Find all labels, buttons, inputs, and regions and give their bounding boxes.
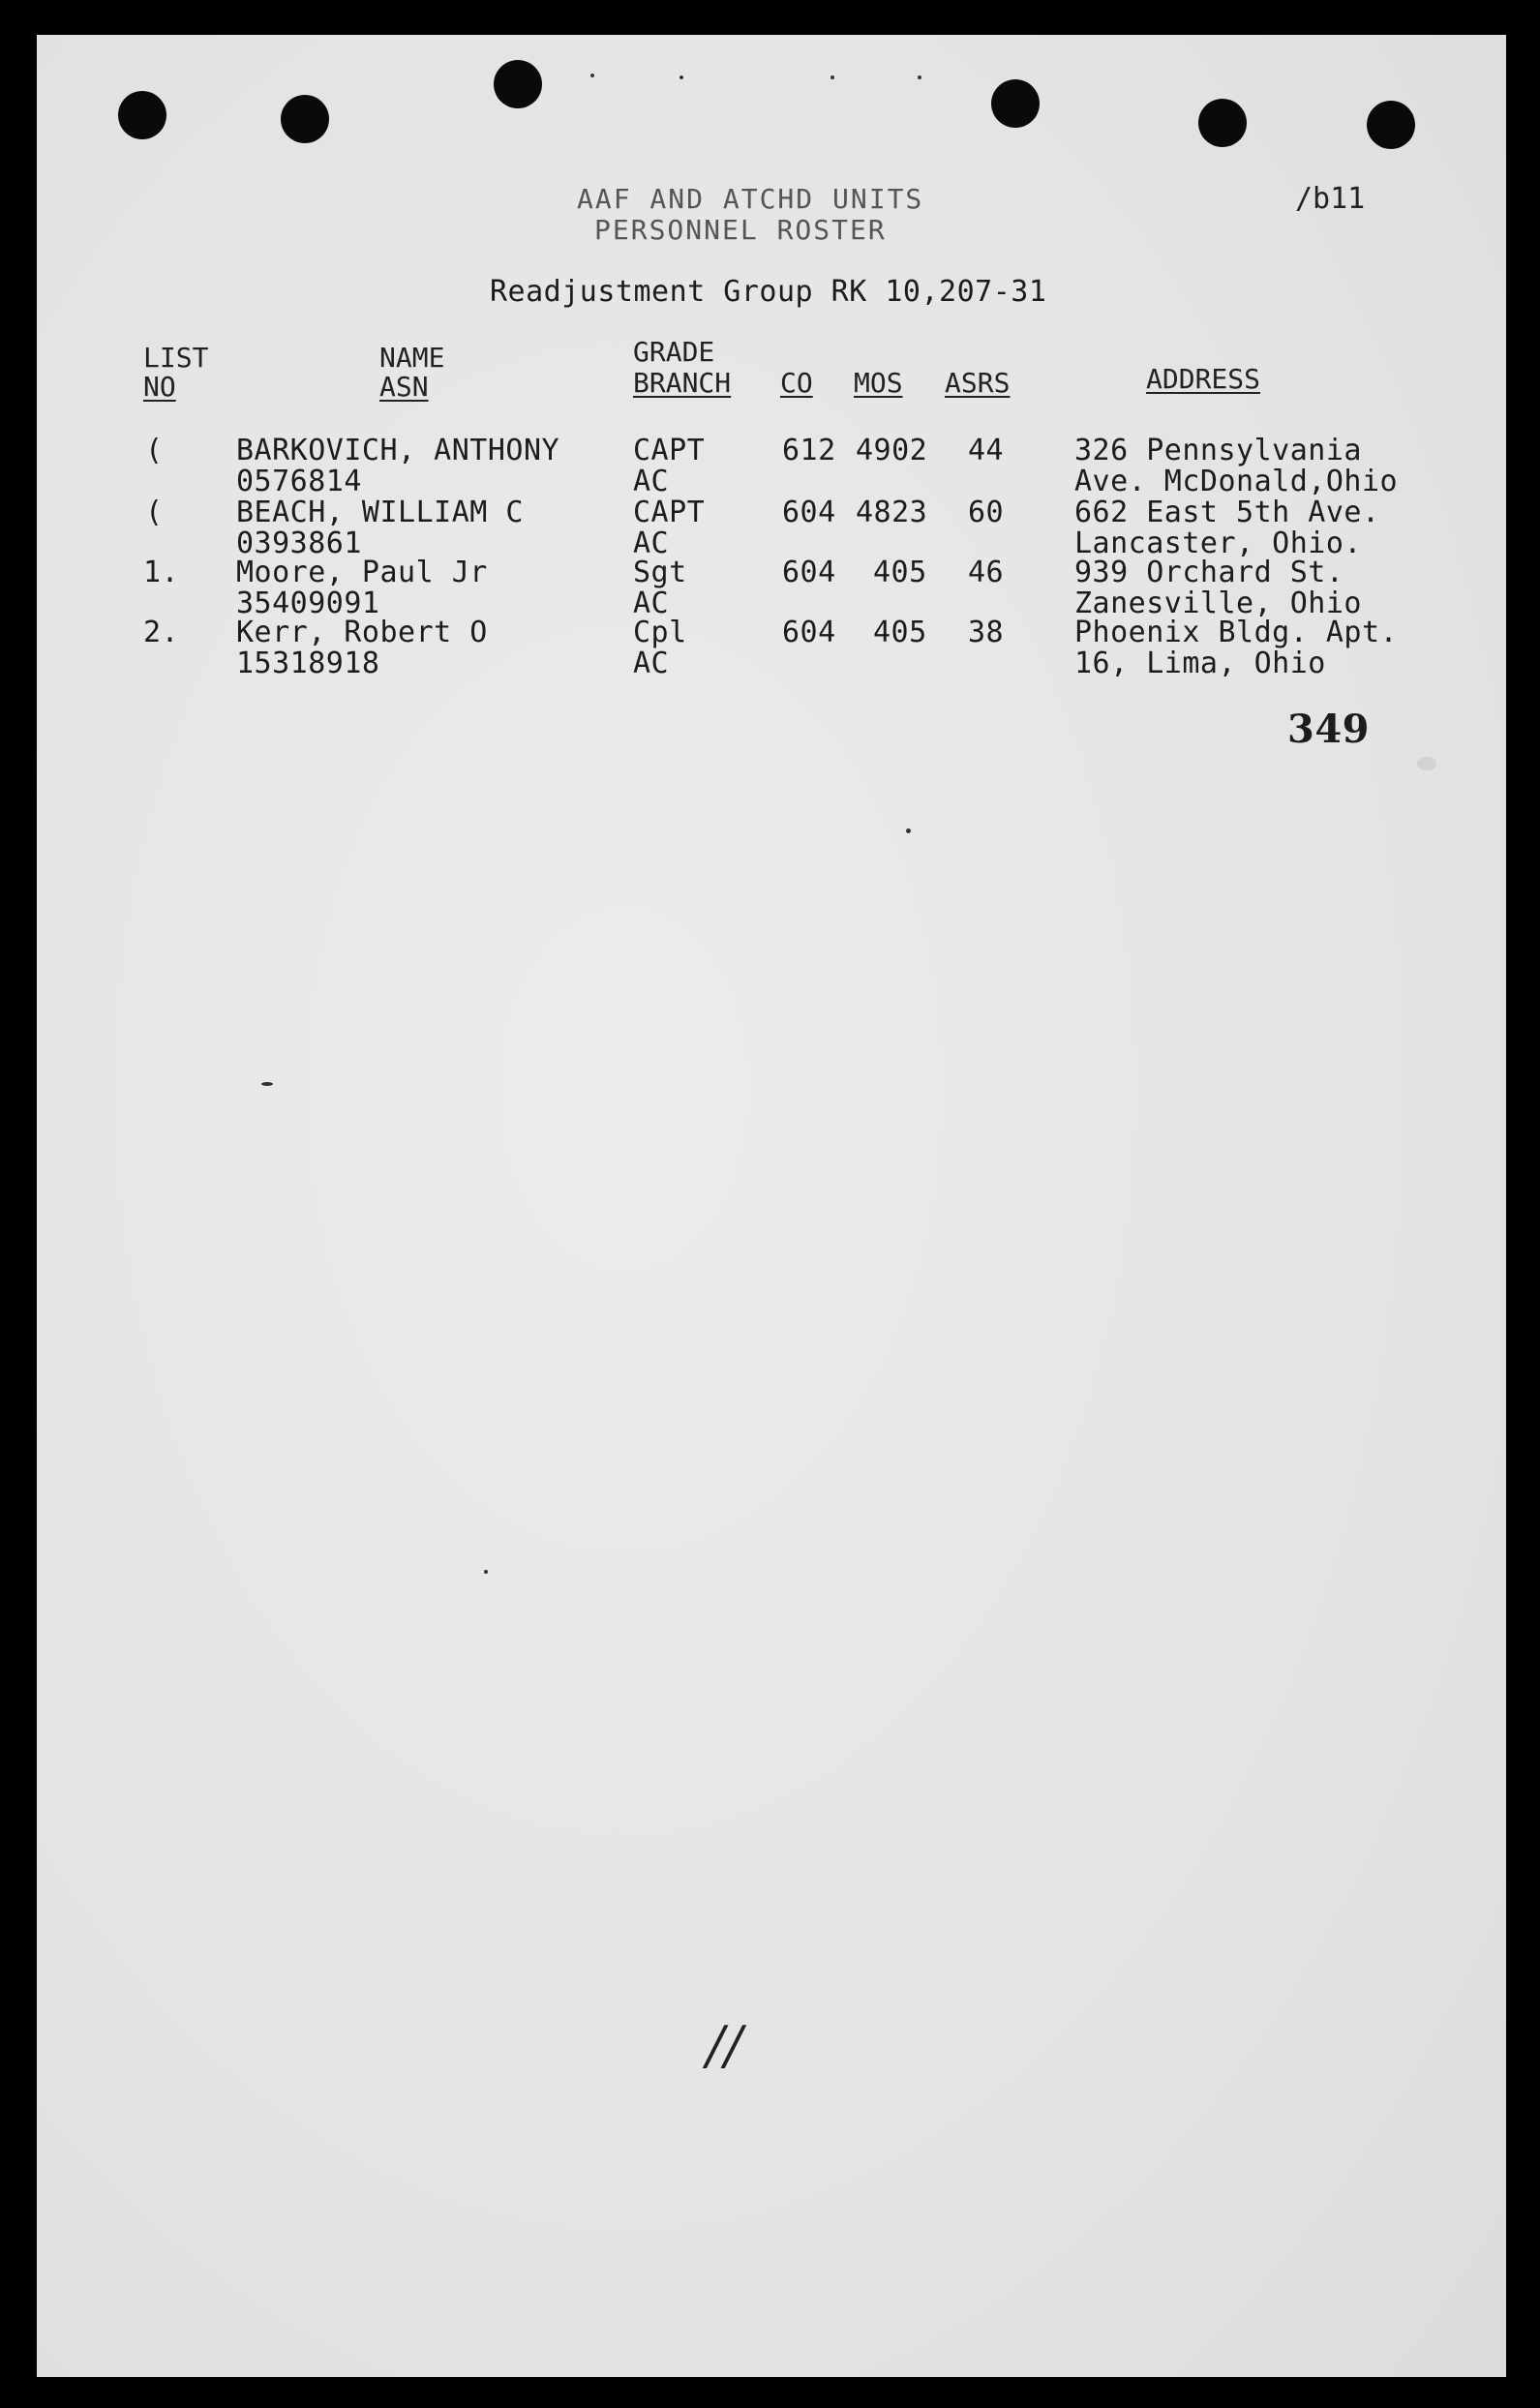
- row1-co: 612: [782, 434, 836, 467]
- row4-grade: Cpl: [633, 616, 687, 649]
- paper-speck: [918, 75, 921, 79]
- row1-asrs: 44: [968, 434, 1005, 467]
- row4-address-line2: 16, Lima, Ohio: [1074, 647, 1326, 680]
- row4-list-no: 2.: [143, 616, 180, 649]
- row1-address-line1: 326 Pennsylvania: [1074, 434, 1362, 467]
- page-number: 349: [1287, 707, 1370, 752]
- col-name-top: NAME: [379, 342, 445, 374]
- roster-title-line1: AAF AND ATCHD UNITS: [577, 183, 924, 215]
- row4-address-line1: Phoenix Bldg. Apt.: [1074, 616, 1399, 649]
- paper-speck: [261, 1082, 273, 1086]
- row2-branch: AC: [633, 527, 670, 560]
- row4-mos: 405: [873, 616, 927, 649]
- row1-address-line2: Ave. McDonald,Ohio: [1074, 465, 1399, 498]
- row3-list-no: 1.: [143, 556, 180, 589]
- row3-asrs: 46: [968, 556, 1005, 589]
- punch-hole: [991, 79, 1040, 128]
- row2-list-no: (: [145, 496, 164, 529]
- row2-address-line1: 662 East 5th Ave.: [1074, 496, 1380, 529]
- row3-asn: 35409091: [236, 587, 380, 620]
- col-mos: MOS: [854, 367, 903, 399]
- row2-name: BEACH, WILLIAM C: [236, 496, 524, 529]
- row3-mos: 405: [873, 556, 927, 589]
- row2-asrs: 60: [968, 496, 1005, 529]
- paper-speck: [484, 1570, 488, 1574]
- row2-co: 604: [782, 496, 836, 529]
- row3-address-line1: 939 Orchard St.: [1074, 556, 1344, 589]
- document-page: [37, 35, 1506, 2377]
- col-asrs: ASRS: [945, 367, 1011, 399]
- punch-hole: [118, 91, 166, 139]
- row4-branch: AC: [633, 647, 670, 680]
- col-address: ADDRESS: [1146, 363, 1261, 395]
- row4-asn: 15318918: [236, 647, 380, 680]
- roster-title-line2: PERSONNEL ROSTER: [594, 214, 887, 246]
- paper-speck: [906, 828, 911, 833]
- reference-number: /b11: [1295, 182, 1366, 216]
- row1-list-no: (: [145, 434, 164, 467]
- row4-name: Kerr, Robert O: [236, 616, 488, 649]
- punch-hole: [1367, 101, 1415, 149]
- row1-grade: CAPT: [633, 434, 706, 467]
- punch-hole: [1198, 99, 1247, 147]
- paper-speck: [590, 74, 594, 77]
- row3-co: 604: [782, 556, 836, 589]
- row2-grade: CAPT: [633, 496, 706, 529]
- row1-asn: 0576814: [236, 465, 362, 498]
- col-grade-top: GRADE: [633, 336, 715, 368]
- col-asn-bottom: ASN: [379, 371, 429, 403]
- col-list-no-bottom: NO: [143, 371, 176, 403]
- row3-grade: Sgt: [633, 556, 687, 589]
- row2-address-line2: Lancaster, Ohio.: [1074, 527, 1362, 560]
- punch-hole: [281, 95, 329, 143]
- col-co: CO: [780, 367, 813, 399]
- paper-speck: [679, 75, 683, 79]
- row2-mos: 4823: [856, 496, 928, 529]
- row4-asrs: 38: [968, 616, 1005, 649]
- punch-hole: [494, 60, 542, 108]
- row2-asn: 0393861: [236, 527, 362, 560]
- handwritten-mark: //: [707, 2015, 743, 2076]
- row1-branch: AC: [633, 465, 670, 498]
- paper-speck: [1417, 757, 1436, 770]
- row3-address-line2: Zanesville, Ohio: [1074, 587, 1362, 620]
- col-branch-bottom: BRANCH: [633, 367, 732, 399]
- row1-name: BARKOVICH, ANTHONY: [236, 434, 560, 467]
- paper-speck: [830, 75, 834, 79]
- col-list-no-top: LIST: [143, 342, 209, 374]
- row3-branch: AC: [633, 587, 670, 620]
- readjustment-group: Readjustment Group RK 10,207-31: [490, 275, 1047, 309]
- row1-mos: 4902: [856, 434, 928, 467]
- row3-name: Moore, Paul Jr: [236, 556, 488, 589]
- row4-co: 604: [782, 616, 836, 649]
